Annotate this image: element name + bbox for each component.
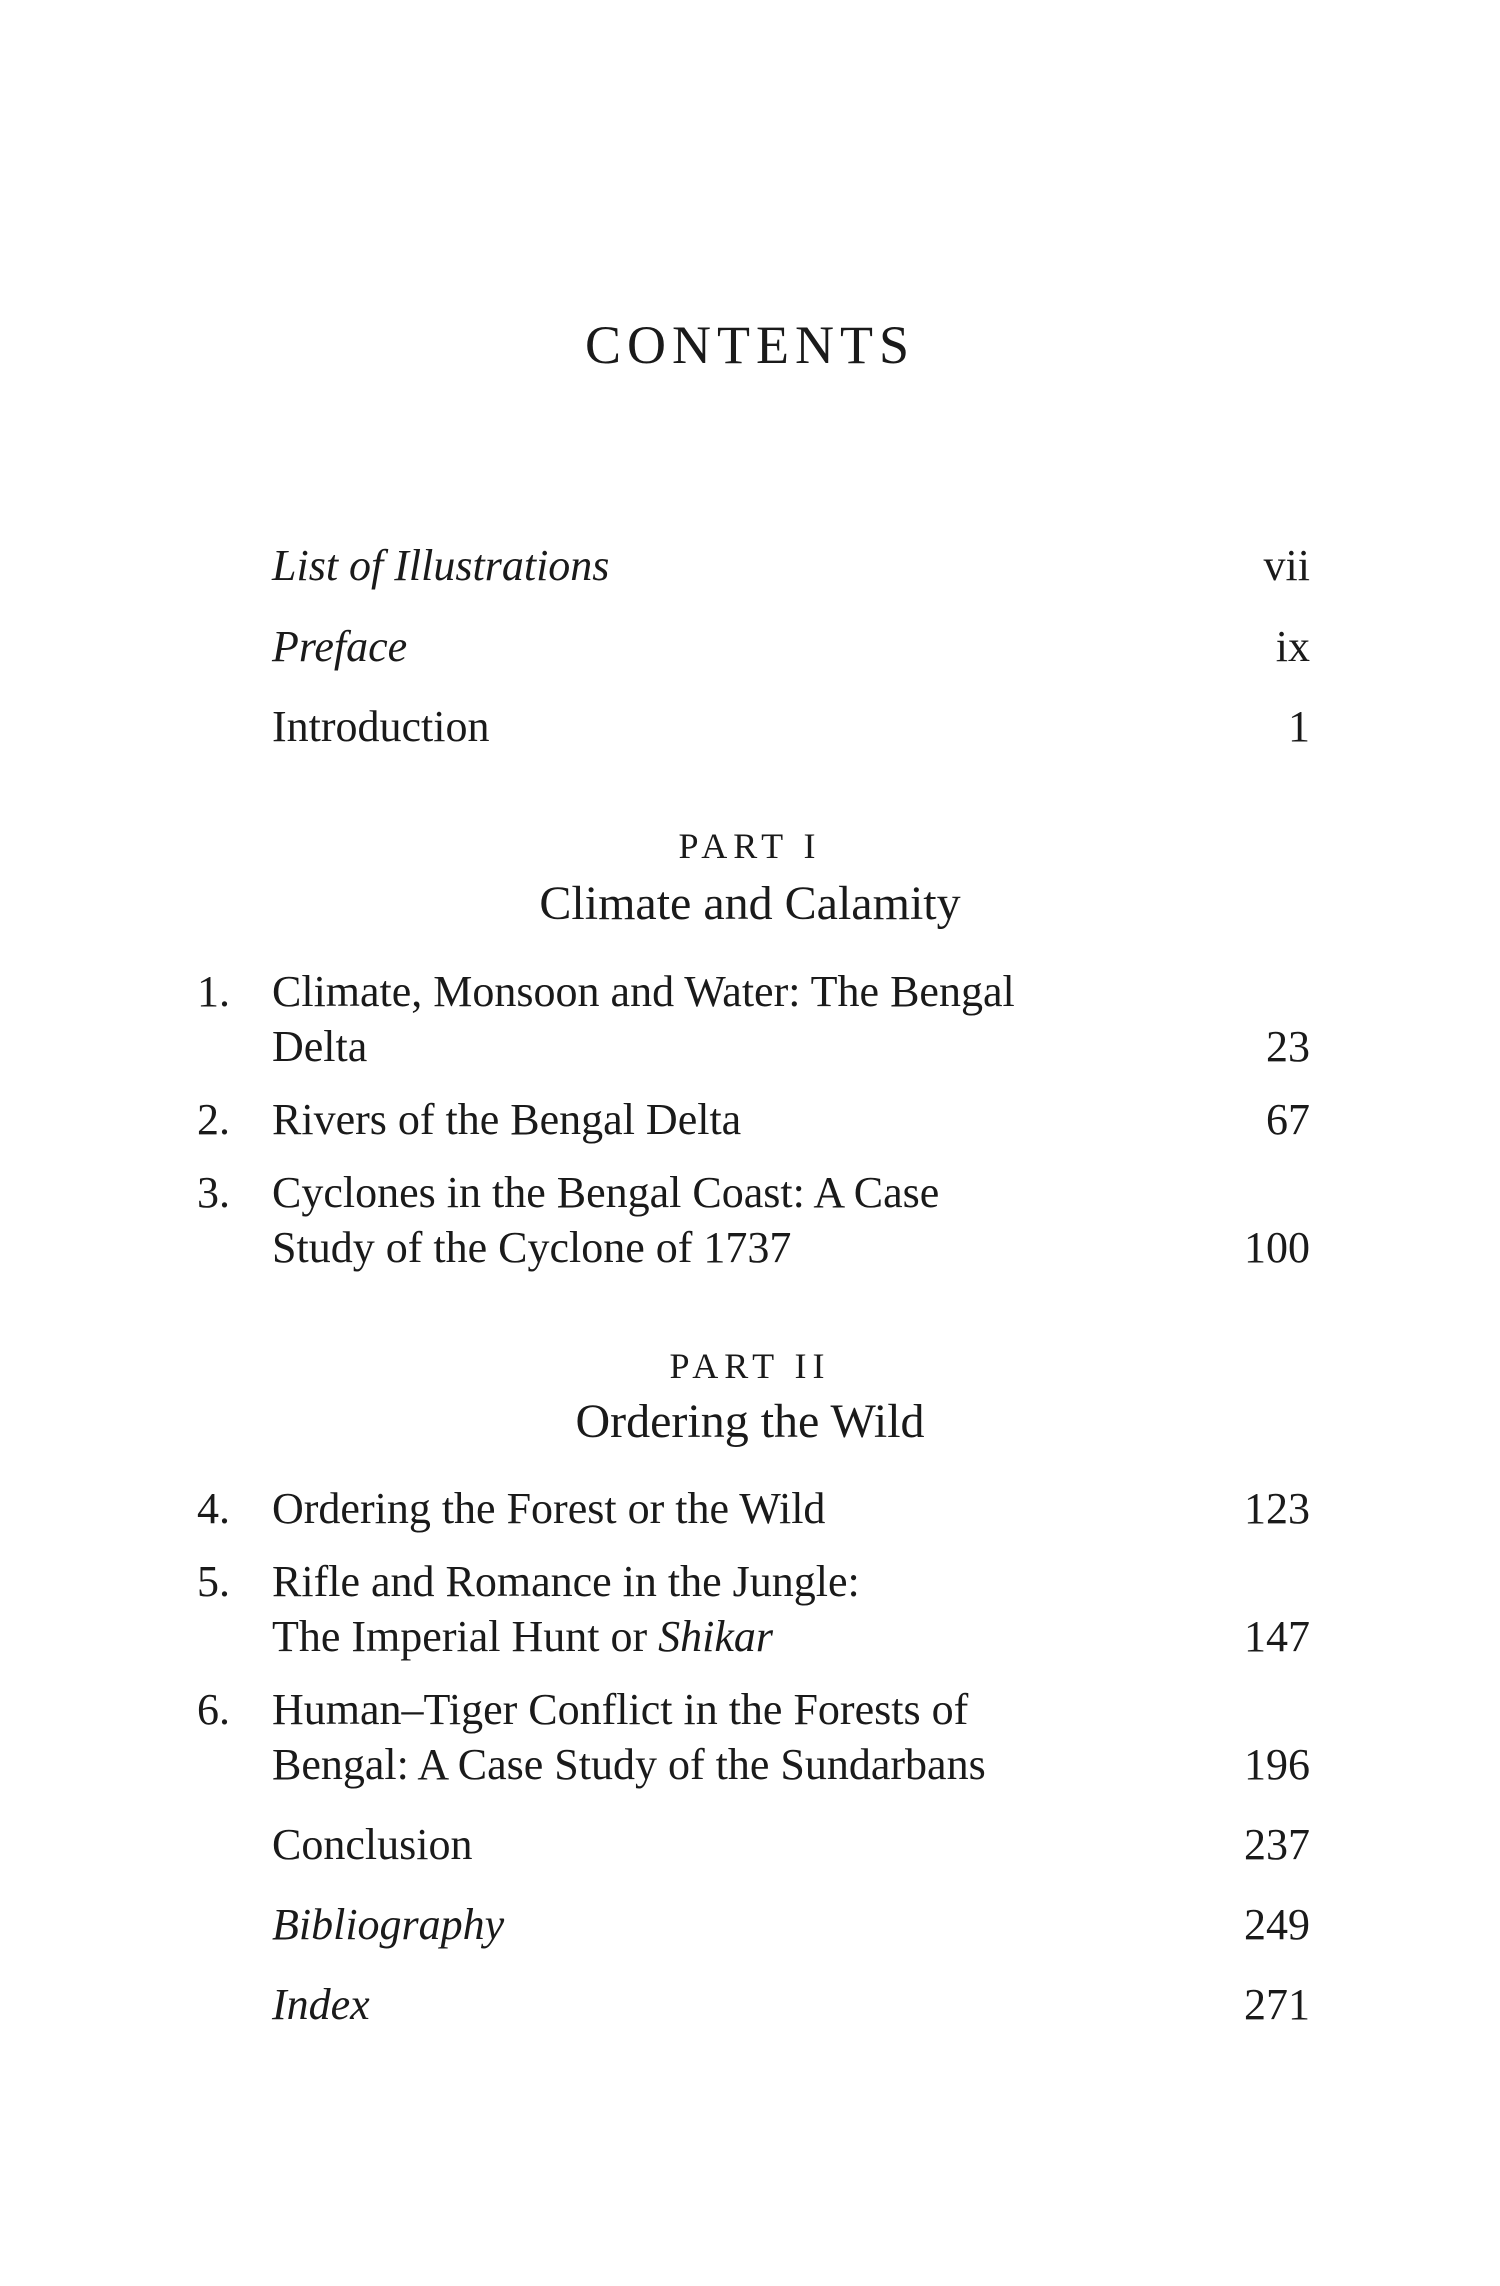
- entry-page-number: ix: [1275, 622, 1310, 671]
- entry-label: Preface: [272, 622, 408, 671]
- chapter-title-line-1: Ordering the Forest or the Wild: [272, 1484, 826, 1533]
- entry-label: Conclusion: [272, 1820, 473, 1869]
- part-2-title: Ordering the Wild: [575, 1395, 925, 1448]
- entry-page-number: 67: [1266, 1095, 1310, 1144]
- chapter-title-italic: Shikar: [658, 1612, 773, 1661]
- chapter-title-line-2: Bengal: A Case Study of the Sundarbans: [272, 1740, 986, 1789]
- entry-page-number: 249: [1244, 1900, 1310, 1949]
- chapter-number: 1.: [197, 967, 230, 1016]
- chapter-title-line-1: Rivers of the Bengal Delta: [272, 1095, 742, 1144]
- entry-page-number: vii: [1263, 541, 1310, 590]
- chapter-title-line-1: Human–Tiger Conflict in the Forests of: [272, 1685, 969, 1734]
- chapter-title-line-1: Rifle and Romance in the Jungle:: [272, 1557, 860, 1606]
- entry-page-number: 123: [1244, 1484, 1310, 1533]
- entry-page-number: 196: [1244, 1740, 1310, 1789]
- chapter-title-line-1: Cyclones in the Bengal Coast: A Case: [272, 1168, 940, 1217]
- entry-page-number: 1: [1288, 702, 1310, 751]
- entry-page-number: 271: [1244, 1980, 1310, 2029]
- entry-page-number: 23: [1266, 1022, 1310, 1071]
- entry-page-number: 237: [1244, 1820, 1310, 1869]
- chapter-title-line-2: Delta: [272, 1022, 368, 1071]
- part-1-label: PART I: [678, 826, 822, 866]
- chapter-title-line-2: The Imperial Hunt or Shikar: [272, 1612, 773, 1661]
- chapter-number: 2.: [197, 1095, 230, 1144]
- entry-label: Index: [272, 1980, 370, 2029]
- entry-label: List of Illustrations: [272, 541, 610, 590]
- entry-page-number: 147: [1244, 1612, 1310, 1661]
- chapter-number: 5.: [197, 1557, 230, 1606]
- chapter-title-line-1: Climate, Monsoon and Water: The Bengal: [272, 967, 1015, 1016]
- chapter-number: 4.: [197, 1484, 230, 1533]
- entry-label: Bibliography: [272, 1900, 505, 1949]
- entry-page-number: 100: [1244, 1223, 1310, 1272]
- chapter-number: 6.: [197, 1685, 230, 1734]
- part-2-label: PART II: [669, 1346, 831, 1386]
- chapter-number: 3.: [197, 1168, 230, 1217]
- part-1-title: Climate and Calamity: [539, 877, 961, 930]
- chapter-title-line-2: Study of the Cyclone of 1737: [272, 1223, 792, 1272]
- entry-label: Introduction: [272, 702, 490, 751]
- page-title: CONTENTS: [585, 315, 915, 375]
